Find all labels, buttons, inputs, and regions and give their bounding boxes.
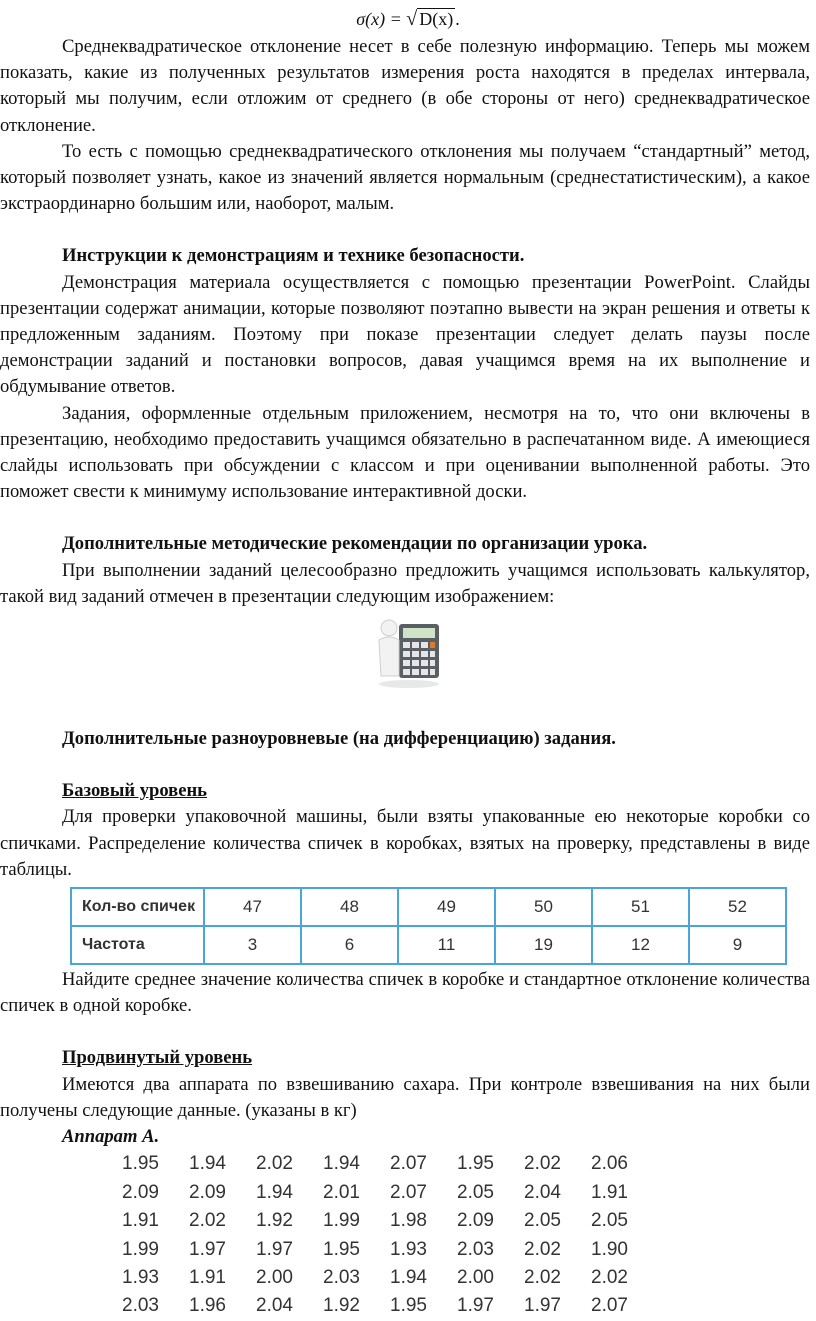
table-cell: 1.95: [457, 1153, 494, 1175]
table-cell: 2.03: [122, 1295, 159, 1317]
table-cell: 1.94: [323, 1153, 360, 1175]
table-cell: 1.95: [323, 1238, 360, 1260]
paragraph-2: То есть с помощью среднеквадратического отклонения мы получаем “стандартный” метод, который позволяет узнать, какое из значений является нормальным (среднестатистическим), а какое экстраординарно большим или, наоборот, малым.: [0, 140, 810, 215]
table-cell: 48: [301, 888, 398, 926]
table-cell: 2.07: [591, 1295, 628, 1317]
table-row: [118, 1235, 654, 1263]
table-cell: 1.93: [390, 1238, 427, 1260]
heading-tasks: Дополнительные разноуровневые (на дифференциацию) задания.: [62, 728, 616, 750]
table-cell: 1.96: [189, 1295, 226, 1317]
table-cell: 2.07: [390, 1181, 427, 1203]
heading-advanced-level: Продвинутый уровень: [62, 1047, 253, 1069]
formula-tail: .: [455, 9, 460, 29]
table-cell: 1.92: [256, 1210, 293, 1232]
formula-lhs: σ(x) =: [356, 9, 407, 29]
table-cell: 52: [689, 888, 786, 926]
table-cell: 1.95: [122, 1153, 159, 1175]
table-cell: 2.01: [323, 1181, 360, 1203]
table-row: [118, 1150, 654, 1178]
table-cell: 12: [592, 926, 689, 964]
table-row: [118, 1292, 654, 1320]
table-header-frequency: Частота: [71, 926, 204, 964]
table-cell: 1.95: [390, 1295, 427, 1317]
table-cell: 2.06: [591, 1153, 628, 1175]
table-cell: 6: [301, 926, 398, 964]
table-cell: 11: [398, 926, 495, 964]
table-cell: 2.02: [524, 1266, 561, 1288]
table-cell: 1.99: [122, 1238, 159, 1260]
table-cell: 2.09: [189, 1181, 226, 1203]
table-cell: 1.97: [457, 1295, 494, 1317]
table-row: [118, 1207, 654, 1235]
table-cell: 1.94: [189, 1153, 226, 1175]
table-cell: 1.91: [122, 1210, 159, 1232]
table-row: [118, 1264, 654, 1292]
device-a-label: Аппарат А.: [62, 1126, 160, 1148]
paragraph-8: Имеются два аппарата по взвешиванию сахара. При контроле взвешивания на них были получены следующие данные. (указаны в кг): [0, 1073, 810, 1121]
table-cell: 1.94: [256, 1181, 293, 1203]
table-cell: 1.93: [122, 1266, 159, 1288]
paragraph-3: Демонстрация материала осуществляется с помощью презентации PowerPoint. Слайды презентации содержат анимации, которые позволяют поэтапно вывести на экран решения и ответы к предложенным заданиям. Поэтому при показе презентации следует делать паузы после демонстрации заданий и постановки вопросов, давая учащимся время на их выполнение и обдумывание ответов.: [0, 271, 810, 398]
table-cell: 3: [204, 926, 301, 964]
table-cell: 2.00: [457, 1266, 494, 1288]
sigma-formula: σ(x) = √ D(x) .: [356, 8, 460, 30]
table-cell: 2.04: [256, 1295, 293, 1317]
table-header-count: Кол-во спичек: [71, 888, 204, 926]
table-cell: 47: [204, 888, 301, 926]
heading-instructions: Инструкции к демонстрациям и технике безопасности.: [62, 245, 525, 267]
table-cell: 2.02: [524, 1238, 561, 1260]
heading-basic-level: Базовый уровень: [62, 780, 208, 802]
table-cell: 1.99: [323, 1210, 360, 1232]
table-cell: 2.03: [457, 1238, 494, 1260]
table-cell: 2.05: [591, 1210, 628, 1232]
table-cell: 1.94: [390, 1266, 427, 1288]
paragraph-6: Для проверки упаковочной машины, были взяты упакованные ею некоторые коробки со спичками. Распределение количества спичек в коробках, взятых на проверку, представлены в виде таблицы.: [0, 806, 810, 880]
table-cell: 2.02: [189, 1210, 226, 1232]
table-cell: 1.91: [591, 1181, 628, 1203]
table-cell: 2.02: [256, 1153, 293, 1175]
table-cell: 2.07: [390, 1153, 427, 1175]
table-cell: 50: [495, 888, 592, 926]
table-cell: 2.02: [591, 1266, 628, 1288]
heading-recommendations: Дополнительные методические рекомендации по организации урока.: [62, 533, 648, 555]
table-cell: 49: [398, 888, 495, 926]
table-row: [71, 926, 786, 964]
paragraph-4: Задания, оформленные отдельным приложением, несмотря на то, что они включены в презентацию, необходимо предоставить учащимся обязательно в распечатанном виде. А имеющиеся слайды использовать при обсуждении с классом и при оценивании выполненной работы. Это поможет свести к минимуму использование интерактивной доски.: [0, 402, 810, 503]
table-row: [71, 888, 786, 926]
table-cell: 2.00: [256, 1266, 293, 1288]
table-row: [118, 1179, 654, 1207]
table-cell: 2.05: [524, 1210, 561, 1232]
table-cell: 1.90: [591, 1238, 628, 1260]
table-cell: 2.09: [457, 1210, 494, 1232]
matches-table: [70, 887, 787, 965]
table-cell: 51: [592, 888, 689, 926]
paragraph-7: Найдите среднее значение количества спичек в коробке и стандартное отклонение количества спичек в одной коробке.: [0, 969, 810, 1017]
table-cell: 1.98: [390, 1210, 427, 1232]
table-cell: 1.92: [323, 1295, 360, 1317]
table-cell: 1.97: [524, 1295, 561, 1317]
table-cell: 19: [495, 926, 592, 964]
table-cell: 1.97: [189, 1238, 226, 1260]
table-cell: 2.09: [122, 1181, 159, 1203]
formula-radicand: D(x): [419, 9, 454, 29]
table-cell: 1.91: [189, 1266, 226, 1288]
weights-table-a: [118, 1150, 654, 1320]
calculator-person-icon: [369, 618, 447, 690]
table-cell: 2.03: [323, 1266, 360, 1288]
paragraph-5: При выполнении заданий целесообразно предложить учащимся использовать калькулятор, такой вид заданий отмечен в презентации следующим изображением:: [0, 559, 810, 607]
table-cell: 1.97: [256, 1238, 293, 1260]
table-cell: 2.04: [524, 1181, 561, 1203]
table-cell: 9: [689, 926, 786, 964]
paragraph-1: Среднеквадратическое отклонение несет в себе полезную информацию. Теперь мы можем показать, какие из полученных результатов измерения роста находятся в пределах интервала, который мы получим, если отложим от среднего (в обе стороны от него) среднеквадратическое отклонение.: [0, 36, 810, 136]
table-cell: 2.02: [524, 1153, 561, 1175]
table-cell: 2.05: [457, 1181, 494, 1203]
